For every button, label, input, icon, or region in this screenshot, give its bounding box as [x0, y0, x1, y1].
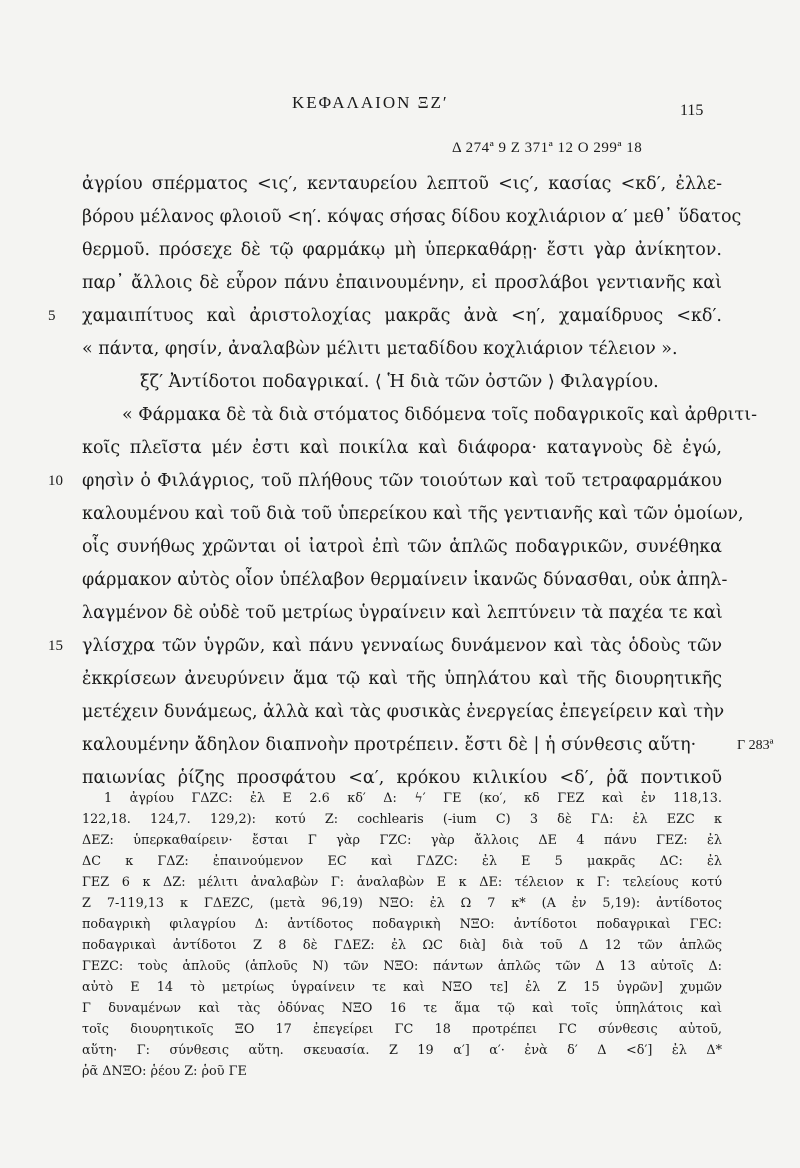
text-line — [82, 564, 728, 597]
apparatus-line: ΔΕΖ: ὑπερκαθαίρειν· ἔσται Γ γὰρ ΓΖC: γὰρ ἄλλοις ΔΕ 4 πάνυ ΓΕΖ: ἐλ — [82, 833, 722, 848]
line-text: γλίσχρα τῶν ὑγρῶν, καὶ πάνυ γενναίως δυνάμενον καὶ τὰς ὁδοὺς τῶν — [82, 636, 722, 656]
apparatus-line: αὐτὸ Ε 14 τὸ μετρίως ὑγραίνειν τε καὶ ΝΞΟ τε] ἐλ Ζ 15 ὑγρῶν] χυμῶν — [82, 980, 722, 995]
text-line — [48, 465, 722, 498]
line-text: θερμοῦ. πρόσεχε δὲ τῷ φαρμάκῳ μὴ ὑπερκαθάρῃ· ἔστι γὰρ ἀνίκητον. — [82, 240, 722, 260]
text-line — [82, 498, 744, 531]
line-text: ἐκκρίσεων ἀνευρύνειν ἅμα τῷ καὶ τῆς ὑπηλάτου καὶ τῆς διουρητικῆς — [82, 669, 722, 689]
text-line — [82, 696, 725, 729]
line-text: καλουμένου καὶ τοῦ διὰ τοῦ ὑπερείκου καὶ τῆς γεντιανῆς καὶ τῶν ὁμοίων, — [82, 504, 744, 524]
text-line — [82, 531, 722, 564]
apparatus-line: Ζ 7-119,13 κ ΓΔΕΖC, (μετὰ 96,19) ΝΞΟ: ἐλ Ω 7 κ* (Α ἐν 5,19): ἀντίδοτος — [82, 896, 722, 911]
line-text: « Φάρμακα δὲ τὰ διὰ στόματος διδόμενα τοῖς ποδαγρικοῖς καὶ ἀρθριτι- — [122, 405, 757, 425]
apparatus-line: Γ δυναμένων καὶ τὰς ὀδύνας ΝΞΟ 16 τε ἅμα τῷ καὶ τοῖς ὑπηλάτοις καὶ — [82, 1001, 722, 1016]
line-text: μετέχειν δυνάμεως, ἀλλὰ καὶ τὰς φυσικὰς ἐνεργείας ἐπεγείρειν καὶ τὴν — [82, 702, 725, 722]
main-text — [48, 168, 774, 795]
line-text: οἷς συνήθως χρῶνται οἱ ἰατροὶ ἐπὶ τῶν ἁπλῶς ποδαγρικῶν, συνέθηκα — [82, 537, 722, 557]
chapter-title: ΚΕΦΑΛΑΙΟΝ ΞΖ′ — [292, 93, 449, 112]
text-line — [82, 399, 757, 432]
apparatus-line: αὕτη· Γ: σύνθεσις αὕτη. σκευασία. Ζ 19 α′] α′· ἐνὰ δ′ Δ <δ′] ἐλ Δ* — [82, 1043, 722, 1058]
line-text: « πάντα, φησίν, ἀναλαβὼν μέλιτι μεταδίδου κοχλιάριον τέλειον ». — [82, 339, 678, 359]
apparatus-line: τοῖς διουρητικοῖς ΞΟ 17 ἐπεγείρει ΓC 18 προτρέπει ΓC σύνθεσις αὐτοῦ, — [82, 1022, 722, 1037]
text-line — [48, 300, 722, 333]
apparatus-line: 1 ἀγρίου ΓΔΖC: ἐλ Ε 2.6 κδ′ Δ: ϟ′ ΓΕ (κο′, κδ ΓΕΖ καὶ ἐν 118,13. — [104, 791, 722, 806]
page-number: 115 — [680, 102, 704, 119]
text-line — [82, 234, 722, 267]
line-text: ἀγρίου σπέρματος <ις′, κενταυρείου λεπτοῦ <ις′, κασίας <κδ′, ἐλλε- — [82, 174, 722, 194]
line-text: φάρμακον αὐτὸς οἷον ὑπέλαβον θερμαίνειν ἱκανῶς δύνασθαι, οὐκ ἀπηλ- — [82, 570, 728, 590]
critical-apparatus — [82, 788, 722, 1082]
text-line — [82, 333, 722, 366]
text-line — [82, 366, 722, 399]
manuscript-sigla: Δ 274ª 9 Ζ 371ª 12 Ο 299ª 18 — [452, 140, 643, 156]
line-text: λαγμένον δὲ οὐδὲ τοῦ μετρίως ὑγραίνειν καὶ λεπτύνειν τὰ παχέα τε καὶ — [82, 603, 723, 623]
apparatus-line: ΓΕΖ 6 κ ΔΖ: μέλιτι ἀναλαβὼν Γ: ἀναλαβὼν Ε κ ΔΕ: τέλειον κ Γ: τελείους κοτύ — [82, 875, 722, 890]
line-number: 5 — [48, 308, 56, 324]
line-number: 10 — [48, 473, 63, 489]
line-number: 15 — [48, 638, 63, 654]
text-line — [82, 597, 722, 630]
line-text: χαμαιπίτυος καὶ ἀριστολοχίας μακρᾶς ἀνὰ <η′, χαμαίδρυος <κδ′. — [82, 306, 722, 326]
text-line — [82, 729, 774, 762]
margin-note: Γ 283ª — [737, 738, 774, 753]
line-text: ξζ′ Ἀντίδοτοι ποδαγρικαί. ⟨ Ἡ διὰ τῶν ὀστῶν ⟩ Φιλαγρίου. — [140, 372, 659, 392]
text-line — [48, 630, 722, 663]
line-text: φησὶν ὁ Φιλάγριος, τοῦ πλήθους τῶν τοιούτων καὶ τοῦ τετραφαρμάκου — [82, 471, 722, 491]
text-line — [82, 663, 722, 696]
line-text: καλουμένην ἄδηλον διαπνοὴν προτρέπειν. ἔστι δὲ | ἡ σύνθεσις αὕτη· — [82, 735, 697, 755]
apparatus-line: ποδαγρικαὶ ἀντίδοτοι Ζ 8 δὲ ΓΔΕΖ: ἐλ ΩC διὰ] διὰ τοῦ Δ 12 τῶν ἁπλῶς — [82, 938, 722, 953]
apparatus-line: ΔC κ ΓΔΖ: ἐπαινούμενον ΕC καὶ ΓΔΖC: ἐλ Ε 5 μακρᾶς ΔC: ἐλ — [82, 854, 722, 869]
apparatus-line: ποδαγρικὴ φιλαγρίου Δ: ἀντίδοτος ποδαγρικὴ ΝΞΟ: ἀντίδοτοι ποδαγρικαὶ ΓΕC: — [82, 917, 722, 932]
apparatus-line: ῥᾶ ΔΝΞΟ: ῥέου Ζ: ῥοῦ ΓΕ — [82, 1064, 247, 1079]
line-text: παρ᾽ ἄλλοις δὲ εὗρον πάνυ ἐπαινουμένην, εἰ προσλάβοι γεντιανῆς καὶ — [82, 273, 722, 293]
text-line — [82, 168, 722, 201]
apparatus-line: 122,18. 124,7. 129,2): κοτύ Ζ: cochlearis (-ium C) 3 δὲ ΓΔ: ἐλ ΕΖC κ — [82, 812, 722, 827]
text-line — [82, 267, 722, 300]
line-text: κοῖς πλεῖστα μέν ἐστι καὶ ποικίλα καὶ διάφορα· καταγνοὺς δὲ ἐγώ, — [82, 438, 722, 458]
text-line — [82, 201, 742, 234]
line-text: παιωνίας ῥίζης προσφάτου <α′, κρόκου κιλικίου <δ′, ῥᾶ ποντικοῦ — [82, 768, 722, 788]
text-line — [82, 432, 722, 465]
line-text: βόρου μέλανος φλοιοῦ <η′. κόψας σήσας δίδου κοχλιάριον α′ μεθ᾽ ὕδατος — [82, 207, 742, 227]
apparatus-line: ΓΕΖC: τοὺς ἁπλοῦς (ἁπλοῦς Ν) τῶν ΝΞΟ: πάντων ἁπλῶς τῶν Δ 13 αὐτοῖς Δ: — [82, 959, 722, 974]
